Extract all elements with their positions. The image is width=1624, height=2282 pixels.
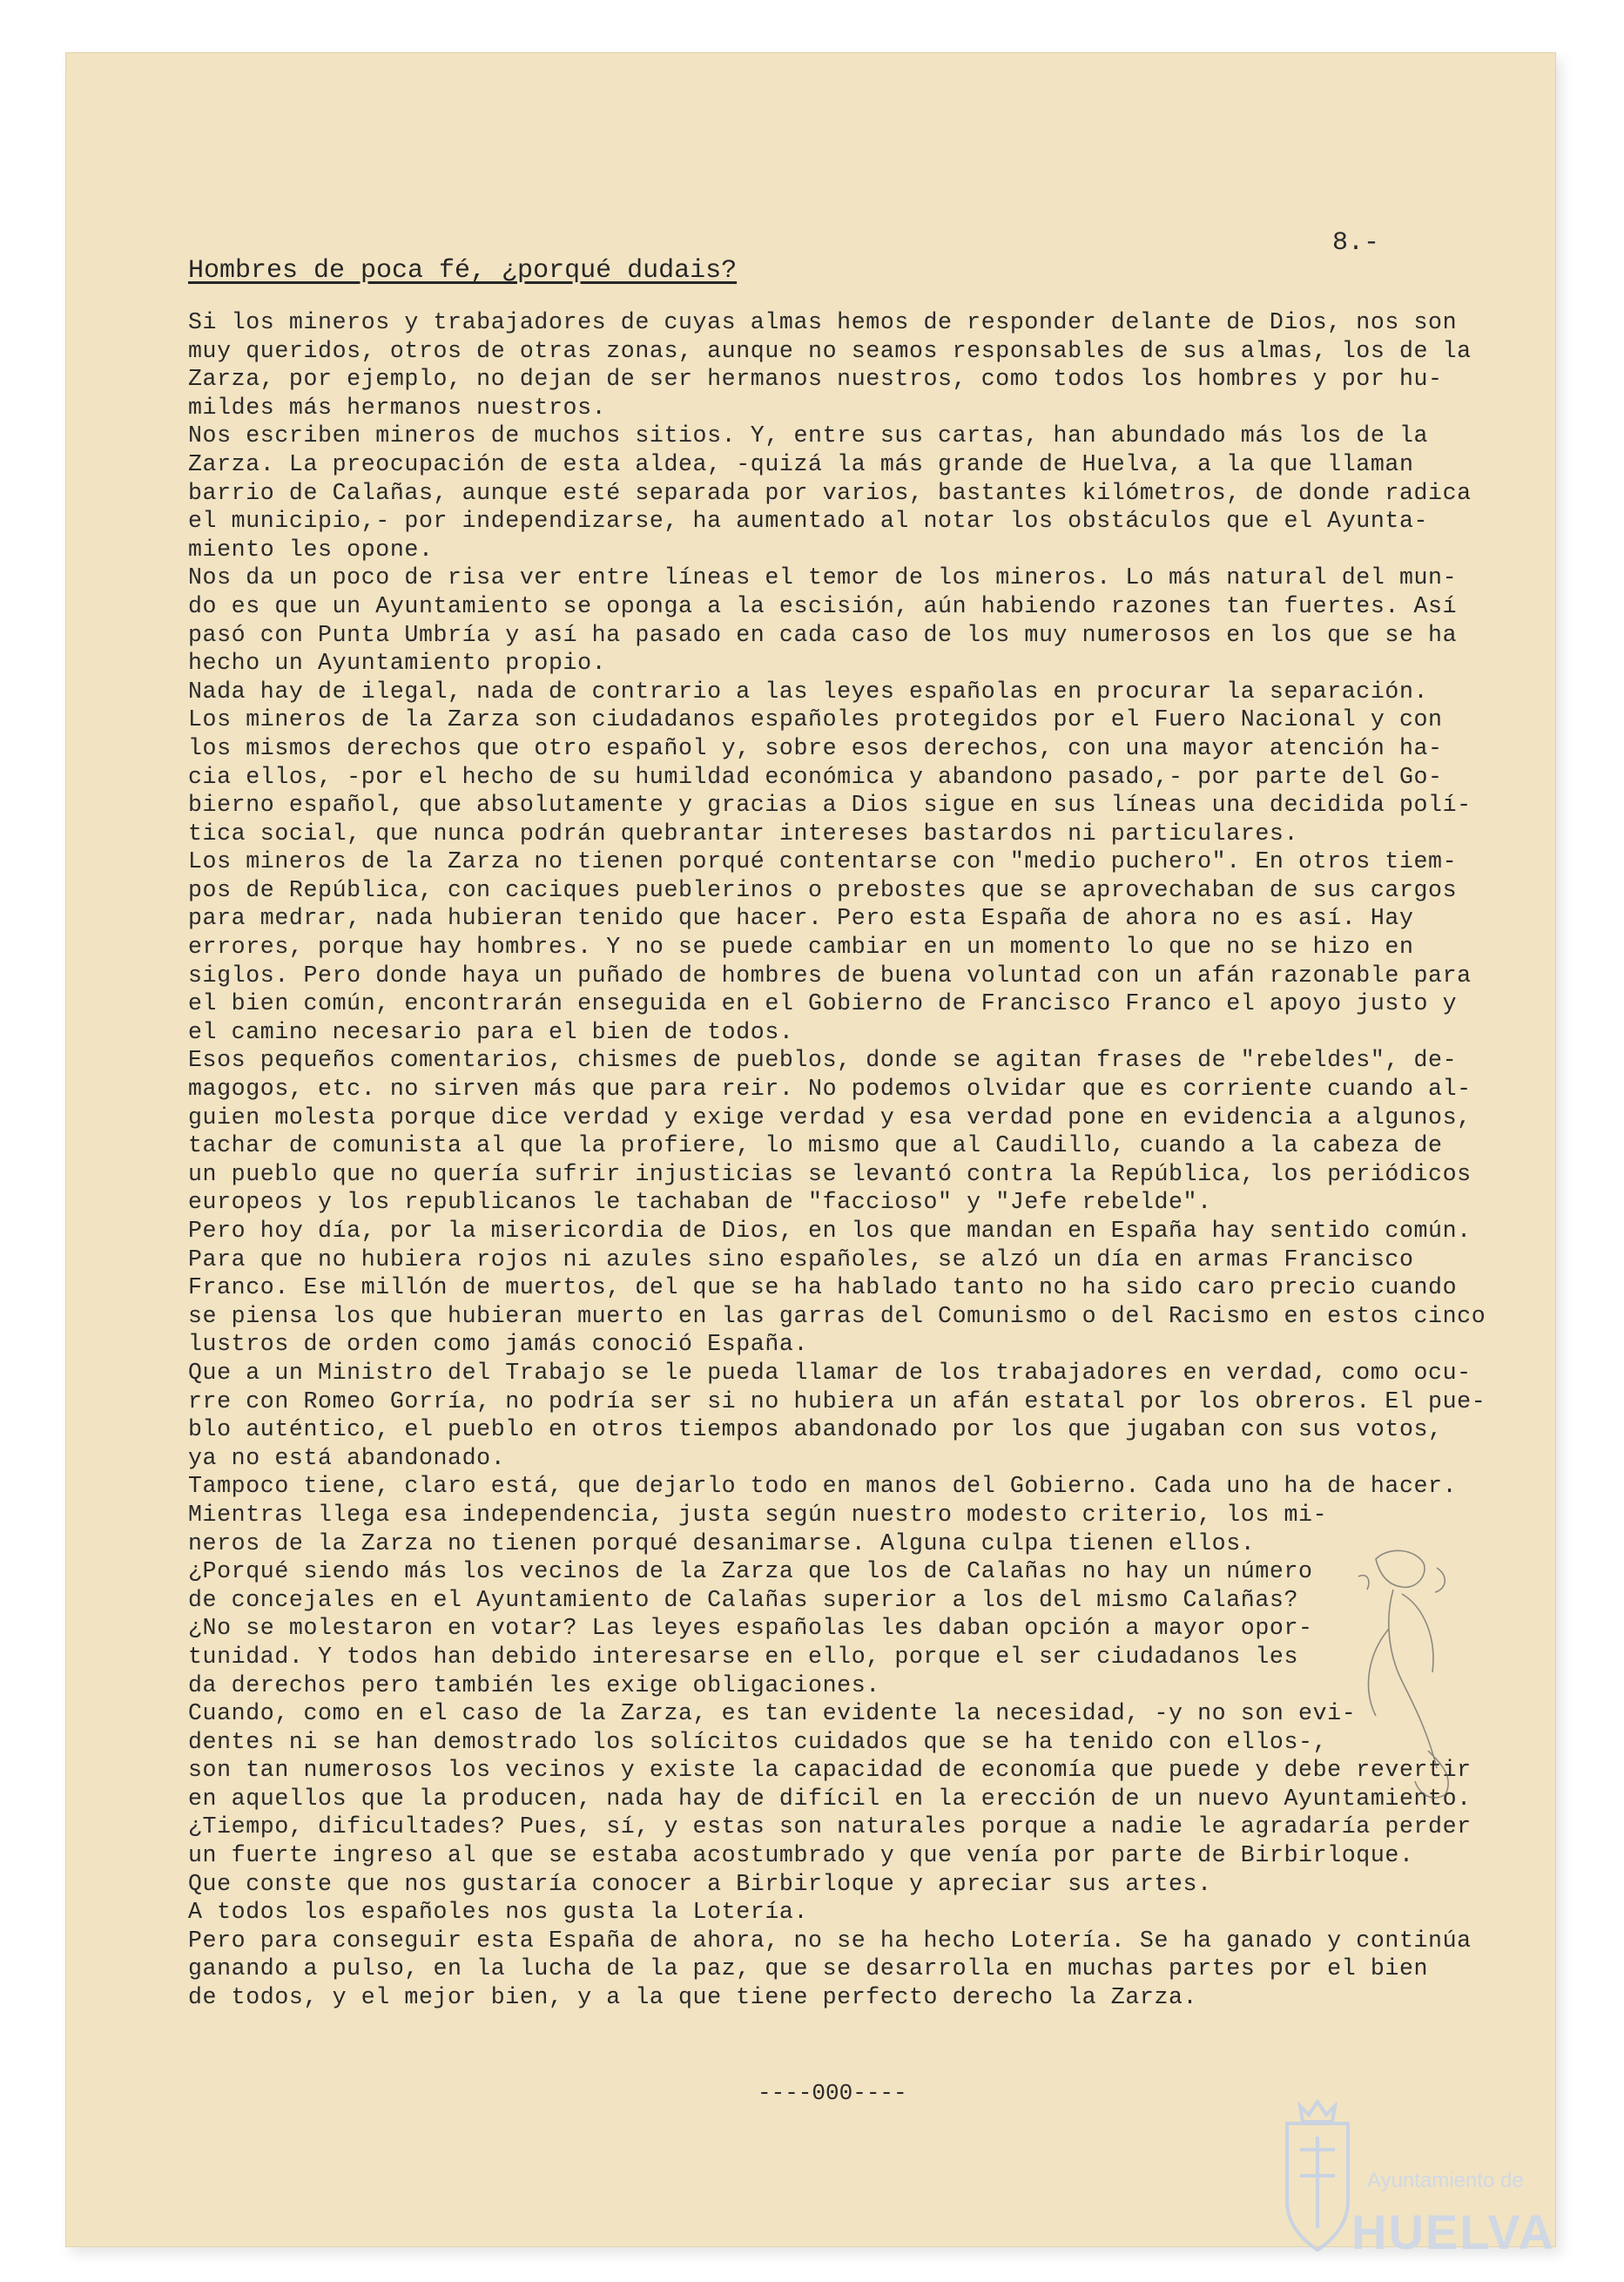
- body-line: el camino necesario para el bien de todos.: [188, 1018, 794, 1045]
- body-line: de concejales en el Ayuntamiento de Calañas superior a los del mismo Calañas?: [188, 1586, 1299, 1613]
- body-line: los mismos derechos que otro español y, sobre esos derechos, con una mayor atención ha-: [188, 734, 1443, 761]
- body-line: Nada hay de ilegal, nada de contrario a las leyes españolas en procurar la separación.: [188, 678, 1429, 705]
- body-line: ¿Porqué siendo más los vecinos de la Zarza que los de Calañas no hay un número: [188, 1558, 1313, 1585]
- body-line: A todos los españoles nos gusta la Lotería.: [188, 1899, 809, 1926]
- body-line: miento les opone.: [188, 536, 434, 563]
- body-line: do es que un Ayuntamiento se oponga a la escisión, aún habiendo razones tan fuertes. Así: [188, 592, 1458, 619]
- body-line: el bien común, encontrarán enseguida en el Gobierno de Francisco Franco el apoyo justo y: [188, 990, 1458, 1017]
- body-line: bierno español, que absolutamente y gracias a Dios sigue en sus líneas una decidida polí-: [188, 792, 1472, 819]
- body-line: para medrar, nada hubieran tenido que hacer. Pero esta España de ahora no es así. Hay: [188, 905, 1414, 932]
- article-title: Hombres de poca fé, ¿porqué dudais?: [188, 256, 738, 286]
- body-line: Franco. Ese millón de muertos, del que se ha hablado tanto no ha sido caro precio cuando: [188, 1274, 1458, 1301]
- body-line: muy queridos, otros de otras zonas, aunque no seamos responsables de sus almas, los de la: [188, 337, 1472, 364]
- logo-caption-top: Ayuntamiento de: [1367, 2169, 1524, 2192]
- body-line: Los mineros de la Zarza no tienen porqué contentarse con "medio puchero". En otros tiem-: [188, 848, 1458, 875]
- body-line: tachar de comunista al que la profiere, lo mismo que al Caudillo, cuando a la cabeza de: [188, 1132, 1443, 1159]
- body-line: Zarza. La preocupación de esta aldea, -quizá la más grande de Huelva, a la que llaman: [188, 450, 1414, 477]
- body-line: hecho un Ayuntamiento propio.: [188, 650, 607, 677]
- page-number: 8.-: [1332, 228, 1380, 258]
- body-line: Esos pequeños comentarios, chismes de pueblos, donde se agitan frases de "rebeldes", de-: [188, 1047, 1458, 1074]
- body-line: en aquellos que la producen, nada hay de difícil en la erección de un nuevo Ayuntamiento.: [188, 1785, 1472, 1812]
- body-line: Cuando, como en el caso de la Zarza, es tan evidente la necesidad, -y no son evi-: [188, 1700, 1357, 1727]
- body-line: ganando a pulso, en la lucha de la paz, que se desarrolla en muchas partes por el bien: [188, 1955, 1429, 1982]
- body-line: pasó con Punta Umbría y así ha pasado en cada caso de los muy numerosos en los que se ha: [188, 621, 1458, 648]
- body-line: Pero hoy día, por la misericordia de Dios, en los que mandan en España hay sentido común.: [188, 1218, 1472, 1244]
- body-line: Para que no hubiera rojos ni azules sino españoles, se alzó un día en armas Francisco: [188, 1246, 1414, 1273]
- body-line: Mientras llega esa independencia, justa según nuestro modesto criterio, los mi-: [188, 1501, 1328, 1528]
- body-line: se piensa los que hubieran muerto en las garras del Comunismo o del Racismo en estos cinco: [188, 1302, 1486, 1329]
- body-line: Que a un Ministro del Trabajo se le pueda llamar de los trabajadores en verdad, como ocu-: [188, 1359, 1472, 1386]
- body-line: tunidad. Y todos han debido interesarse en ello, porque el ser ciudadanos les: [188, 1643, 1299, 1670]
- body-line: siglos. Pero donde haya un puñado de hombres de buena voluntad con un afán razonable para: [188, 962, 1472, 989]
- body-line: Pero para conseguir esta España de ahora, no se ha hecho Lotería. Se ha ganado y continúa: [188, 1927, 1472, 1954]
- end-separator: ----000----: [758, 2080, 907, 2106]
- body-line: cia ellos, -por el hecho de su humildad económica y abandono pasado,- por parte del Go-: [188, 763, 1443, 790]
- body-line: europeos y los republicanos le tachaban de "faccioso" y "Jefe rebelde".: [188, 1189, 1212, 1216]
- body-line: un pueblo que no quería sufrir injusticias se levantó contra la República, los periódicos: [188, 1160, 1472, 1187]
- body-line: barrio de Calañas, aunque esté separada por varios, bastantes kilómetros, de donde radica: [188, 479, 1472, 506]
- body-line: ¿No se molestaron en votar? Las leyes españolas les daban opción a mayor opor-: [188, 1615, 1313, 1642]
- body-line: Nos escriben mineros de muchos sitios. Y, entre sus cartas, han abundado más los de la: [188, 422, 1429, 449]
- body-line: un fuerte ingreso al que se estaba acostumbrado y que venía por parte de Birbirloque.: [188, 1842, 1414, 1869]
- body-line: dentes ni se han demostrado los solícitos cuidados que se ha tenido con ellos-,: [188, 1728, 1328, 1755]
- article-body: [188, 308, 1486, 2012]
- body-line: da derechos pero también les exige obligaciones.: [188, 1671, 880, 1698]
- body-line: Nos da un poco de risa ver entre líneas el temor de los mineros. Lo más natural del mun-: [188, 564, 1458, 591]
- body-line: Si los mineros y trabajadores de cuyas almas hemos de responder delante de Dios, nos son: [188, 309, 1458, 335]
- body-line: ya no está abandonado.: [188, 1444, 506, 1471]
- body-line: errores, porque hay hombres. Y no se puede cambiar en un momento lo que no se hizo en: [188, 934, 1414, 961]
- body-line: blo auténtico, el pueblo en otros tiempos abandonado por los que jugaban con sus votos,: [188, 1416, 1443, 1443]
- body-line: tica social, que nunca podrán quebrantar intereses bastardos ni particulares.: [188, 820, 1299, 847]
- body-line: ¿Tiempo, dificultades? Pues, sí, y estas son naturales porque a nadie le agradaría perder: [188, 1813, 1472, 1840]
- body-line: son tan numerosos los vecinos y existe la capacidad de economía que puede y debe revertir: [188, 1757, 1472, 1784]
- body-line: Zarza, por ejemplo, no dejan de ser hermanos nuestros, como todos los hombres y por hu-: [188, 366, 1443, 393]
- pencil-sketch-figure: [1341, 1542, 1472, 1812]
- body-line: pos de República, con caciques pueblerinos o prebostes que se aprovechaban de sus cargos: [188, 876, 1458, 903]
- body-line: el municipio,- por independizarse, ha aumentado al notar los obstáculos que el Ayunta-: [188, 508, 1429, 535]
- body-line: Los mineros de la Zarza son ciudadanos españoles protegidos por el Fuero Nacional y con: [188, 706, 1443, 733]
- logo-caption-bottom: HUELVA: [1351, 2204, 1555, 2259]
- body-line: mildes más hermanos nuestros.: [188, 394, 607, 421]
- body-line: magogos, etc. no sirven más que para reir. No podemos olvidar que es corriente cuando al-: [188, 1076, 1472, 1103]
- body-line: Que conste que nos gustaría conocer a Birbirloque y apreciar sus artes.: [188, 1870, 1212, 1897]
- body-line: neros de la Zarza no tienen porqué desanimarse. Alguna culpa tienen ellos.: [188, 1529, 1256, 1556]
- body-line: rre con Romeo Gorría, no podría ser si no hubiera un afán estatal por los obreros. El pue-: [188, 1387, 1486, 1414]
- body-line: de todos, y el mejor bien, y a la que tiene perfecto derecho la Zarza.: [188, 1984, 1198, 2011]
- body-line: guien molesta porque dice verdad y exige verdad y esa verdad pone en evidencia a algunos,: [188, 1104, 1472, 1131]
- body-line: lustros de orden como jamás conoció España.: [188, 1331, 809, 1358]
- body-line: Tampoco tiene, claro está, que dejarlo todo en manos del Gobierno. Cada uno ha de hacer.: [188, 1473, 1458, 1500]
